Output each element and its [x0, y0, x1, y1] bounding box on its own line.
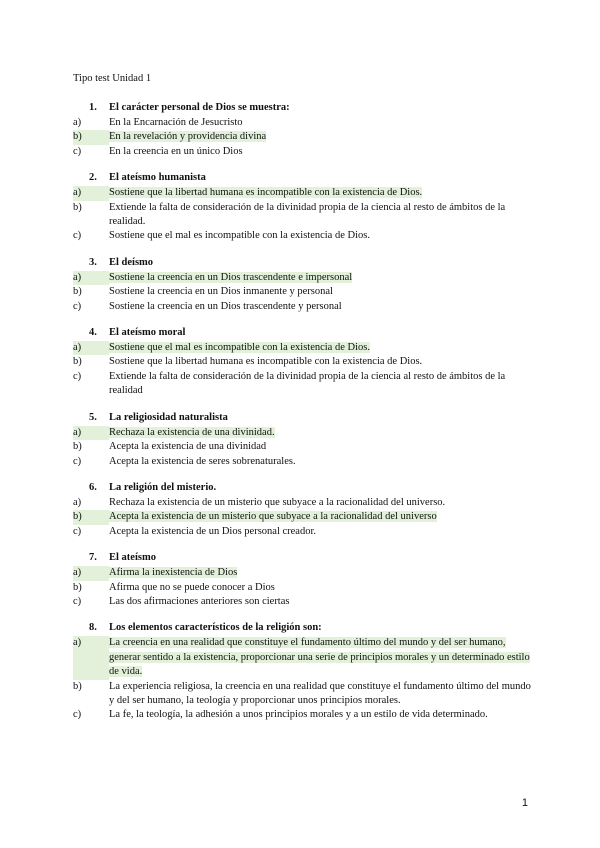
question-1: [73, 101, 533, 159]
option-text: Sostiene que la libertad humana es incompatible con la existencia de Dios.: [109, 356, 423, 368]
question-number: 1.: [89, 102, 97, 113]
answer-option: [73, 116, 533, 130]
option-letter: a): [73, 496, 82, 508]
answer-option-correct: [73, 186, 533, 200]
option-text-wrapper: [109, 300, 533, 314]
question-5: [73, 411, 533, 469]
answer-option: [73, 201, 533, 230]
option-letter: a): [73, 566, 109, 580]
option-text: Afirma que no se puede conocer a Dios: [109, 581, 275, 593]
option-text-wrapper: [109, 145, 533, 159]
answer-option-correct: [73, 426, 533, 440]
option-letter: c): [73, 230, 82, 242]
question-text: El ateísmo humanista: [109, 172, 206, 184]
answer-option: [73, 300, 533, 314]
option-text: Acepta la existencia de seres sobrenaturales.: [109, 455, 296, 467]
option-letter: c): [73, 145, 82, 157]
question-number: 4.: [89, 327, 97, 339]
question-text: El ateísmo moral: [109, 327, 186, 339]
option-text: Sostiene la creencia en un Dios trascendente y personal: [109, 300, 342, 312]
option-text-wrapper: [109, 130, 533, 144]
option-text-wrapper: [109, 566, 533, 580]
option-letter: a): [73, 186, 109, 200]
option-text-wrapper: [109, 581, 533, 595]
question-7: [73, 551, 533, 609]
answer-option: [73, 370, 533, 399]
option-text-wrapper: [109, 355, 533, 369]
question-heading: [73, 326, 533, 340]
option-text-wrapper: [109, 341, 533, 355]
highlighted-option-text: La creencia en una realidad que constituye el fundamento último del mundo y del ser humano, generar sentido a la existencia, proporcionar una serie de principios morales y un determinado estilo de vida.: [109, 637, 530, 678]
option-text-wrapper: [109, 186, 533, 200]
option-text-wrapper: [109, 525, 533, 539]
option-text: Extiende la falta de consideración de la divinidad propia de la ciencia al resto de ámbitos de la realidad.: [109, 201, 506, 228]
question-heading: [73, 101, 533, 115]
option-letter: a): [73, 636, 109, 679]
question-text: El carácter personal de Dios se muestra:: [109, 102, 290, 113]
option-text-wrapper: [109, 455, 533, 469]
option-letter: b): [73, 510, 109, 524]
option-letter: c): [73, 709, 82, 721]
question-number: 5.: [89, 411, 97, 423]
answer-option: [73, 525, 533, 539]
answer-option-correct: [73, 341, 533, 355]
answer-option: [73, 595, 533, 609]
highlighted-option-text: Sostiene que el mal es incompatible con la existencia de Dios.: [109, 342, 370, 354]
option-letter: b): [73, 201, 82, 213]
answer-option: [73, 496, 533, 510]
answer-option: [73, 145, 533, 159]
answer-option: [73, 680, 533, 709]
option-text: La experiencia religiosa, la creencia en una realidad que constituye el fundamento último del mundo y del ser humano, la teología y proporcionar unos principios morales.: [109, 680, 531, 706]
question-text: La religión del misterio.: [109, 481, 217, 493]
question-number: 6.: [89, 481, 97, 493]
option-letter: c): [73, 370, 82, 382]
option-text-wrapper: [109, 636, 533, 679]
highlighted-option-text: Sostiene la creencia en un Dios trascendente e impersonal: [109, 271, 353, 283]
option-text: En la Encarnación de Jesucristo: [109, 117, 243, 128]
option-letter: a): [73, 341, 109, 355]
option-letter: c): [73, 300, 82, 312]
highlighted-option-text: Afirma la inexistencia de Dios: [109, 567, 238, 579]
option-text-wrapper: [109, 510, 533, 524]
answer-option-correct: [73, 130, 533, 144]
option-letter: c): [73, 595, 82, 607]
answer-option: [73, 229, 533, 243]
option-text: Sostiene la creencia en un Dios inmanente y personal: [109, 286, 333, 298]
option-text: Extiende la falta de consideración de la divinidad propia de la ciencia al resto de ámbitos de la realidad: [109, 370, 506, 397]
option-text-wrapper: [109, 426, 533, 440]
option-text-wrapper: [109, 440, 533, 454]
question-heading: [73, 411, 533, 425]
answer-option-correct: [73, 510, 533, 524]
option-text: La fe, la teología, la adhesión a unos principios morales y a un estilo de vida determinado.: [109, 709, 488, 721]
option-text: Las dos afirmaciones anteriores son ciertas: [109, 595, 290, 607]
option-letter: b): [73, 356, 82, 368]
answer-option: [73, 455, 533, 469]
option-letter: b): [73, 680, 82, 692]
option-text-wrapper: [109, 496, 533, 510]
answer-option: [73, 285, 533, 299]
question-8: [73, 621, 533, 722]
answer-option: [73, 708, 533, 722]
question-heading: [73, 481, 533, 495]
option-text: Acepta la existencia de una divinidad: [109, 441, 267, 453]
option-text-wrapper: [109, 229, 533, 243]
highlighted-option-text: Sostiene que la libertad humana es incompatible con la existencia de Dios.: [109, 187, 423, 199]
option-text: Sostiene que el mal es incompatible con la existencia de Dios.: [109, 230, 370, 242]
option-letter: a): [73, 426, 109, 440]
question-heading: [73, 256, 533, 270]
question-list: [73, 101, 533, 735]
question-text: El deísmo: [109, 256, 154, 268]
answer-option-correct: [73, 271, 533, 285]
question-heading: [73, 171, 533, 185]
highlighted-option-text: Acepta la existencia de un misterio que subyace a la racionalidad del universo: [109, 511, 437, 523]
highlighted-option-text: En la revelación y providencia divina: [109, 131, 267, 143]
question-2: [73, 171, 533, 244]
option-text-wrapper: [109, 708, 533, 722]
option-letter: a): [73, 117, 82, 128]
question-number: 2.: [89, 172, 97, 184]
option-text-wrapper: [109, 201, 533, 230]
option-letter: b): [73, 130, 109, 144]
question-4: [73, 326, 533, 399]
answer-option-correct: [73, 636, 533, 679]
question-number: 8.: [89, 622, 97, 634]
answer-option: [73, 581, 533, 595]
question-text: Los elementos característicos de la religión son:: [109, 622, 322, 634]
document-title: Tipo test Unidad 1: [73, 73, 152, 84]
option-text: Acepta la existencia de un Dios personal creador.: [109, 525, 317, 537]
question-number: 3.: [89, 256, 97, 268]
option-text-wrapper: [109, 271, 533, 285]
option-letter: b): [73, 286, 82, 298]
question-3: [73, 256, 533, 314]
page-number: 1: [521, 797, 528, 809]
question-text: La religiosidad naturalista: [109, 411, 228, 423]
option-text: Rechaza la existencia de un misterio que subyace a la racionalidad del universo.: [109, 496, 446, 508]
option-letter: a): [73, 271, 109, 285]
option-letter: c): [73, 525, 82, 537]
option-letter: b): [73, 441, 82, 453]
answer-option-correct: [73, 566, 533, 580]
question-heading: [73, 621, 533, 635]
option-text: En la creencia en un único Dios: [109, 145, 243, 157]
question-text: El ateísmo: [109, 552, 156, 564]
option-text-wrapper: [109, 116, 533, 130]
option-letter: b): [73, 581, 82, 593]
option-text-wrapper: [109, 285, 533, 299]
question-heading: [73, 551, 533, 565]
option-text-wrapper: [109, 595, 533, 609]
option-text-wrapper: [109, 370, 533, 399]
answer-option: [73, 440, 533, 454]
option-letter: c): [73, 455, 82, 467]
highlighted-option-text: Rechaza la existencia de una divinidad.: [109, 426, 275, 438]
answer-option: [73, 355, 533, 369]
option-text-wrapper: [109, 680, 533, 709]
question-number: 7.: [89, 552, 97, 564]
question-6: [73, 481, 533, 539]
